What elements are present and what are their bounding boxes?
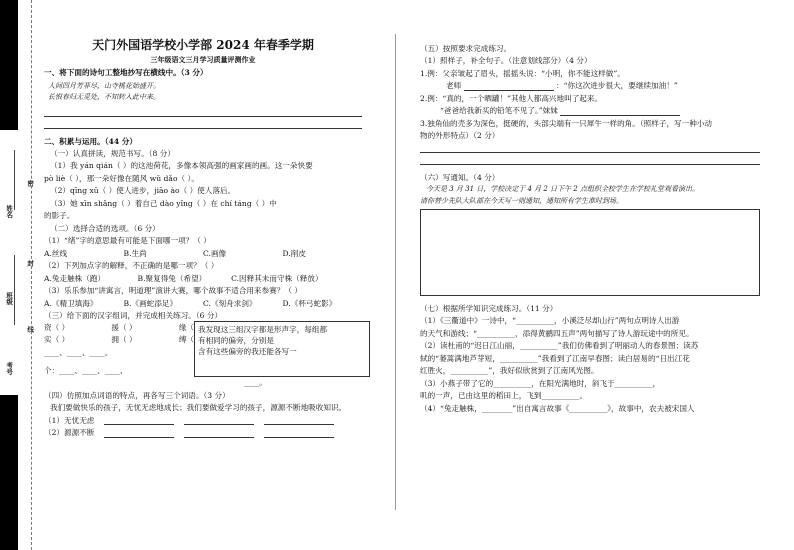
q5-example-2: 2.例：“真的，一个晒罐！”其他人都高兴地叫了起来。 [420,93,603,103]
seal-char-1: 密 [26,180,35,187]
option: C.因释其未而守株（释放） [231,273,323,283]
q3-area [44,321,362,387]
q1-line-4: （3）她 xīn shǎng（ ）着自己 dào yǐng（ ）在 chí táng（ ）中 [50,198,277,208]
answer-line[interactable] [420,153,760,165]
q6-heading: （六）写通知。（4 分） [420,172,500,182]
left-column [44,38,362,438]
q2-a3: （3）乐乐参加“讲寓言，明道理”演讲大赛，哪个故事不适合用来参赛？（ ） [44,286,303,296]
answer-blank[interactable] [264,416,334,425]
option: B.聚复得兔（希望） [137,273,207,283]
q7-line-8: （4）“兔走触株，________”出自寓言故事《__________》，故事中，农夫被宋国人 [420,403,695,413]
option: A.《精卫填海》 [44,298,98,308]
q1-line-3: （2）qīng xū（ ）使人进步，jiāo ào（ ）使人落后。 [50,186,236,196]
q2-a2: （2）下列加点字的解释，不正确的是哪一项？（ ） [44,261,219,271]
q3-char: 资（ ） [44,322,70,332]
right-column [420,44,760,413]
q3-note-4: 个：____、____、____、 [44,365,128,375]
class-label: 班级 [5,292,14,305]
q2-heading: （二）选择合适的选项。（6 分） [50,223,160,233]
name-field-line [14,150,15,210]
page-subtitle: 三年级语文三月学习质量评测作业 [150,54,256,64]
q5-example-1-answer [420,81,760,90]
q3-note-1: 我发现这三组汉字都是形声字，每组都 [198,324,328,334]
seal-char-3: 线 [26,326,35,333]
q5-ex2-b: “爸爸给我新买的铅笔不见了。”妹妹 [440,106,558,116]
seat-label: 考号 [5,362,14,375]
binding-strip [0,0,38,550]
binding-black-bottom [0,395,18,550]
column-separator [395,34,396,510]
answer-blank[interactable] [264,428,334,437]
seal-char-2: 封 [26,260,35,267]
q1-line-1: （1）我 yán qián（ ）的这池荷花，多像本领高强的画家画的画。这一朵快要 [50,161,313,171]
option: D.《杯弓蛇影》 [282,298,337,308]
q5-ex1-fill: 老师 [446,81,462,91]
q3-note-2: 有相同的偏旁，分别是 [198,335,274,345]
option: D.削皮 [282,248,306,258]
q4-row-2 [44,428,362,437]
answer-blank[interactable] [184,428,254,437]
answer-blank[interactable] [104,428,174,437]
name-label: 姓名 [5,205,14,218]
poem-line-2: 长恨春归无觅处，不知转入此中来。 [48,92,160,101]
q5-example-1: 1.例：父亲皱起了眉头，摇摇头说：“小明，你不能这样做”。 [420,68,625,78]
q4-heading: （四）仿照加点词语的特点，再各写三个词语。（3 分） [44,390,230,400]
answer-blank[interactable] [184,416,254,425]
q5-example-2-answer [420,106,760,115]
binding-black-top [0,0,18,130]
answer-blank[interactable] [560,115,680,116]
q5-example-3: 3.独角仙的壳多为深色，挺硬的，头部尖端有一只犀牛一样的角。（照样子，写一种小动 [420,118,713,128]
q3-char: 援（ ） [111,322,137,332]
option: C.画像 [203,248,227,258]
q4-line: 我们要做快乐的孩子，无忧无虑地成长；我们要做爱学习的孩子，源源不断地吸收知识。 [50,403,347,413]
q3-char: 拥（ ） [111,334,137,344]
q3-char: 缚（ [178,334,194,344]
q1-line-2: pò liè（ ），那一朵好像在随风 wǔ dǎo（ ）。 [44,173,199,183]
q3-note-5: ____。 [244,377,267,387]
option: C.《刻舟求剑》 [203,298,257,308]
q3-heading: （三）给下面的汉字组词，并完成相关练习。（6 分） [44,311,223,321]
class-field-line [14,255,15,325]
q2-a3-options [44,299,362,308]
q2-a1-options [44,249,362,258]
q7-line-4: 轼的“蒌蒿满地芦芽短，__________”我看到了江南早春图；读白居易的“日出江花 [420,353,690,363]
q5-sub: （1）照样子，补全句子。（注意划线部分）（4 分） [420,56,592,66]
answer-blank[interactable] [104,416,174,425]
option: B.生尚 [123,248,147,258]
q4-row-1 [44,416,362,425]
section-2-heading: 二、积累与运用。（44 分） [44,136,137,146]
q1-line-5: 的影子。 [44,211,75,221]
q3-row-2 [44,335,194,344]
seal-dashed-line [31,0,32,550]
q7-heading: （七）根据所学知识完成练习。（11 分） [420,303,558,313]
q2-a2-options [44,274,362,283]
q6-line-1: 今天是 3 月 31 日，学校决定于 4 月 2 日下午 2 点组织全校学生在学校礼堂观看演出。 [426,185,699,194]
answer-line[interactable] [420,141,760,153]
notice-writing-box[interactable] [420,209,760,296]
option: B.《画蛇添足》 [123,298,178,308]
q2-a1: （1）“绪”字的意思最有可能是下面哪一项？（ ） [44,236,211,246]
copy-line-2[interactable] [44,117,362,129]
q3-char: 缘（ [178,322,194,332]
section-1-heading: 一、将下面的诗句工整地抄写在横线中。（3 分） [44,68,208,78]
q7-line-7: 叽的一声，已由这里的稻田上，飞到__________。 [420,391,588,401]
page-title: 天门外国语学校小学部 2024 年春季学期 [92,38,314,52]
q1-heading: （一）认真拼读，规范书写。（8 分） [50,149,175,158]
q5-heading: （五）按照要求完成练习。 [420,44,512,53]
poem-line-1: 人间四月芳菲尽，山寺桃花始盛开。 [48,81,160,90]
answer-blank[interactable] [464,90,554,91]
q3-note-box [194,321,370,377]
q5-ex1-end: ：“你这次进步很大，要继续加油！” [556,81,678,91]
q6-line-2: 请你替少先队大队部在今天写一则通知，通知所有学生准时到场。 [420,197,623,206]
q3-dash-row: ____、____、____。 [44,347,113,357]
option: A.丝线 [44,248,68,258]
q4-word-2: （2）源源不断 [44,428,95,438]
q7-line-5: 红胜火，__________”，我好似欣赏到了江南风光图。 [420,366,599,376]
q5-example-3-b: 物的外形特点）（2 分） [420,131,500,141]
q7-line-3: （2）读杜甫的“迟日江山丽，__________”我们仿佛看到了明丽动人的春景图；读苏 [420,341,699,351]
q3-note-3: 含有这些偏旁的我还能各写一 [198,346,297,356]
q7-line-6: （3）小燕子带了它的__________，在阳光满地时，斜飞于__________， [420,378,661,388]
q3-row-1 [44,323,194,332]
q4-word-1: （1）无忧无虑 [44,415,95,425]
copy-line-1[interactable] [44,105,362,117]
q7-line-1: （1）《三衢道中》一诗中，“__________，小溪泛尽却山行”两句点明诗人出游 [420,316,680,326]
q7-line-2: 的天气和游线；“__________，添得黄鹂四五声”两句描写了诗人游玩途中的所见。 [420,328,694,338]
option: A.兔走触株（跑） [44,273,106,283]
q3-char: 实（ ） [44,334,70,344]
